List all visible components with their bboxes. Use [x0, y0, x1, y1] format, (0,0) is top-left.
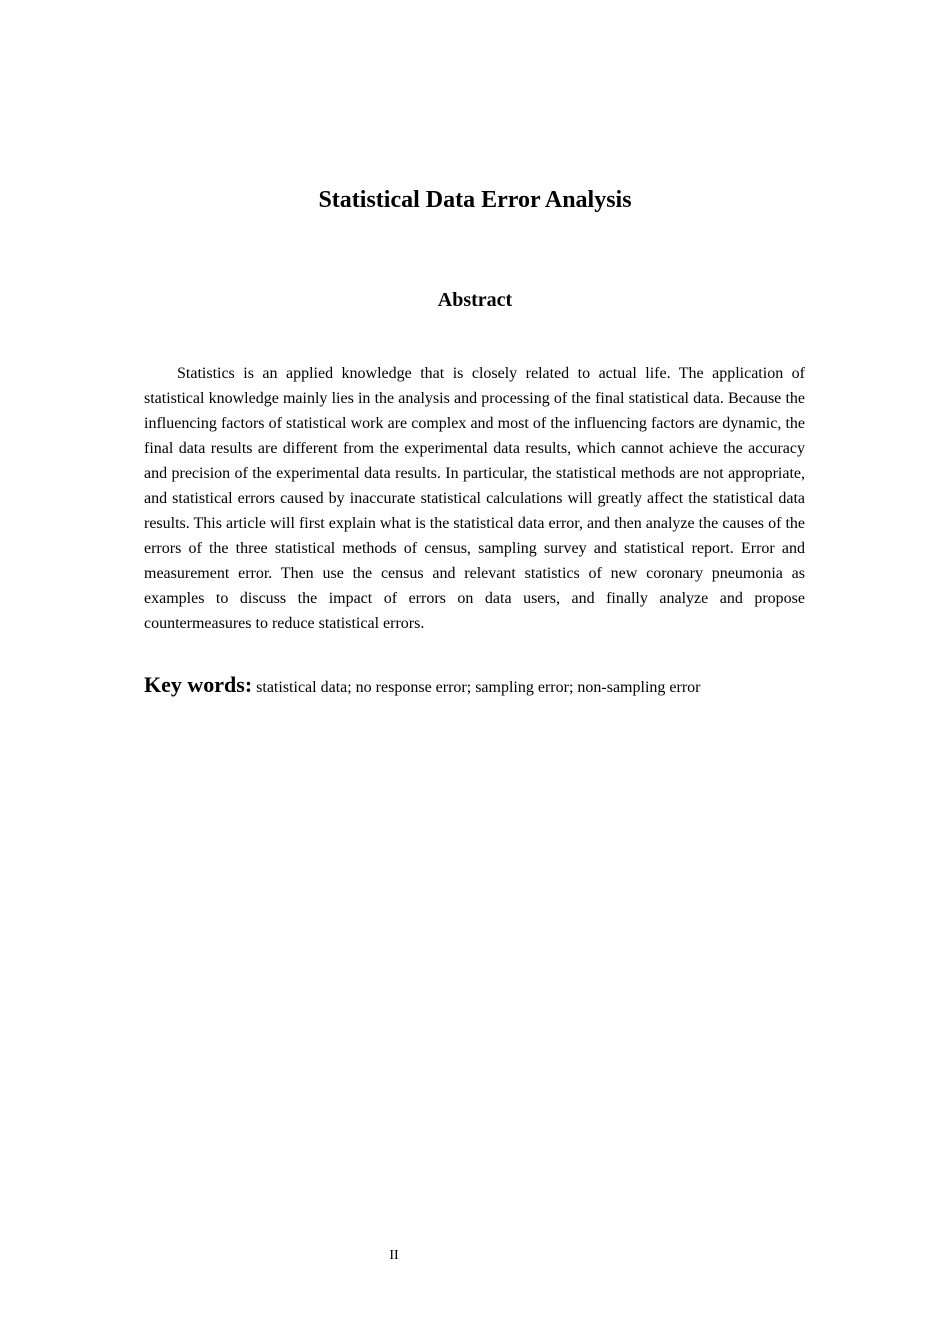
abstract-paragraph: Statistics is an applied knowledge that is closely related to actual life. The application of statistical knowledge mainly lies in the analysis and processing of the final statistical data. Because the influencing factors of statistical work are complex and most of the influencing factors are dynamic, the final data results are different from the experimental data results, which cannot achieve the accuracy and precision of the experimental data results. In particular, the statistical methods are not appropriate, and statistical errors caused by inaccurate statistical calculations will greatly affect the statistical data results. This article will first explain what is the statistical data error, and then analyze the causes of the errors of the three statistical methods of census, sampling survey and statistical report. Error and measurement error. Then use the census and relevant statistics of new coronary pneumonia as examples to discuss the impact of errors on data users, and finally analyze and propose countermeasures to reduce statistical errors. — [144, 365, 805, 632]
keywords-label: Key words: — [144, 672, 253, 697]
page-number: II — [389, 1248, 399, 1263]
abstract-heading: Abstract — [437, 289, 513, 311]
keywords-line — [144, 670, 805, 703]
paper-title: Statistical Data Error Analysis — [318, 187, 632, 213]
keywords-list: statistical data; no response error; sampling error; non-sampling error — [256, 679, 701, 696]
